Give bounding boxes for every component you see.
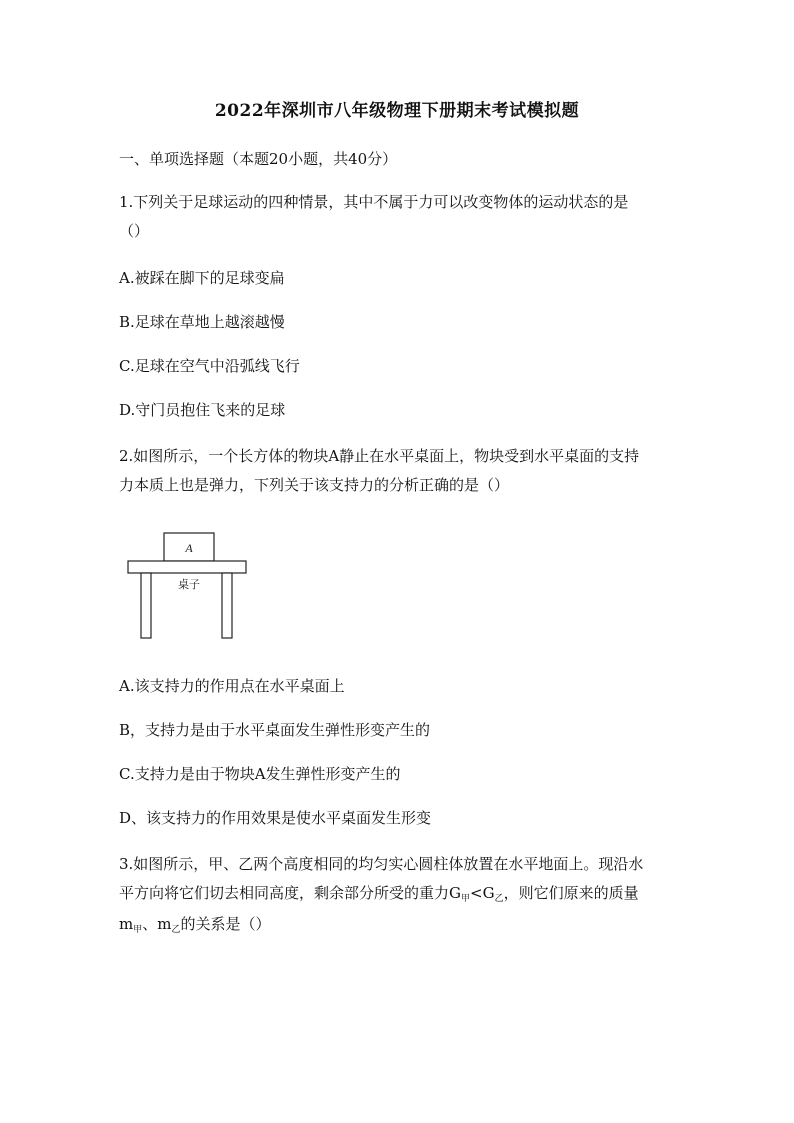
q3-line2-suffix: ，则它们原来的质量 — [503, 884, 639, 902]
table-top — [128, 561, 246, 573]
q2-option-c: C.支持力是由于物块A发生弹性形变产生的 — [119, 765, 401, 783]
q1-option-a: A.被踩在脚下的足球变扁 — [119, 269, 285, 287]
table-leg-right — [222, 573, 232, 638]
q2-option-d: D、该支持力的作用效果是使水平桌面发生形变 — [119, 809, 432, 827]
mass-m-jia: m — [119, 915, 134, 933]
subscript-jia: 甲 — [461, 894, 471, 904]
q3-line3-suffix: 的关系是（） — [180, 915, 271, 933]
table-label: 桌子 — [178, 578, 200, 591]
q3-stem-line1: 3.如图所示，甲、乙两个高度相同的均匀实心圆柱体放置在水平地面上。现沿水 — [119, 855, 644, 873]
table-block-figure — [126, 530, 250, 642]
q3-stem-line3 — [119, 914, 271, 937]
q2-option-b: B，支持力是由于水平桌面发生弹性形变产生的 — [119, 721, 431, 739]
q1-option-d: D.守门员抱住飞来的足球 — [119, 401, 286, 419]
block-label: A — [185, 541, 193, 555]
subscript-yi-mass: 乙 — [171, 925, 181, 935]
q2-stem-line2: 力本质上也是弹力，下列关于该支持力的分析正确的是（） — [119, 476, 510, 494]
page-title: 2022年深圳市八年级物理下册期末考试模拟题 — [214, 101, 580, 121]
q3-line2-prefix: 平方向将它们切去相同高度，剩余部分所受的重力G — [119, 884, 461, 902]
section-heading: 一、单项选择题（本题20小题，共40分） — [119, 150, 398, 168]
q1-stem-line1: 1.下列关于足球运动的四种情景，其中不属于力可以改变物体的运动状态的是 — [119, 193, 629, 211]
subscript-yi: 乙 — [494, 894, 504, 904]
subscript-jia-mass: 甲 — [133, 925, 143, 935]
table-leg-left — [141, 573, 151, 638]
q1-stem-line2: （） — [119, 222, 150, 240]
less-than-sign: < — [470, 884, 483, 902]
q2-option-a: A.该支持力的作用点在水平桌面上 — [119, 677, 345, 695]
q1-option-b: B.足球在草地上越滚越慢 — [119, 313, 285, 331]
q2-stem-line1: 2.如图所示，一个长方体的物块A静止在水平桌面上，物块受到水平桌面的支持 — [119, 447, 640, 465]
q3-stem-line2 — [119, 883, 639, 906]
q1-option-c: C.足球在空气中沿弧线飞行 — [119, 357, 300, 375]
gravity-g-yi: G — [482, 884, 495, 902]
mass-separator: 、m — [142, 915, 172, 933]
